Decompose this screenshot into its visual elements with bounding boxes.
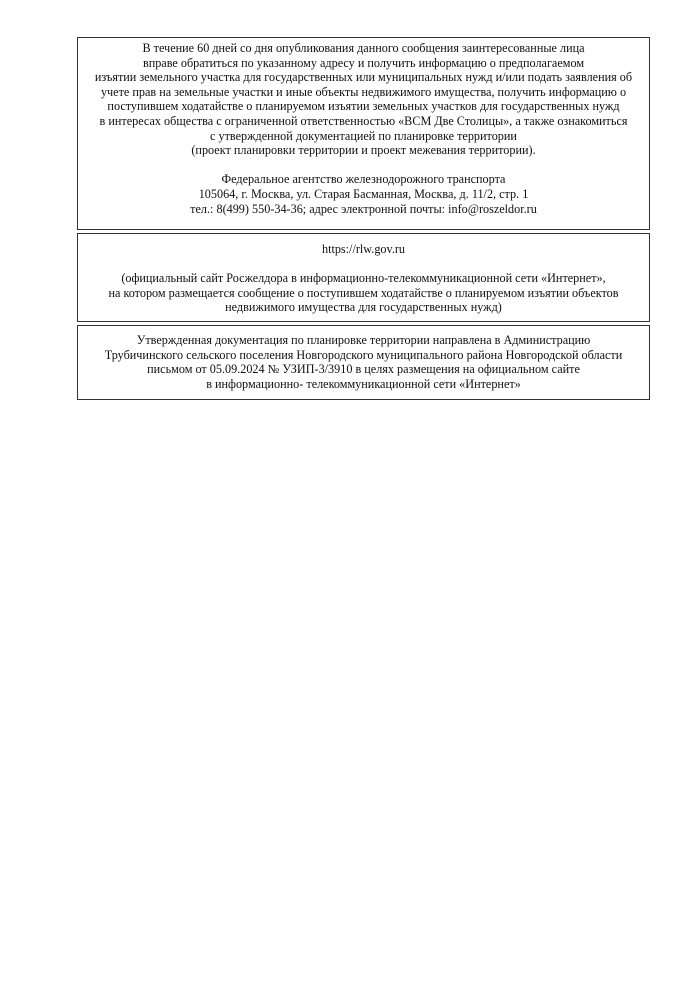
spacer (78, 257, 649, 272)
notice-line: учете прав на земельные участки и иные объекты недвижимого имущества, получить информацию о (100, 84, 627, 99)
documentation-line: Трубичинского сельского поселения Новгородского муниципального района Новгородской области (104, 347, 623, 362)
website-link[interactable]: https://rlw.gov.ru (321, 242, 406, 256)
notice-line: изъятии земельного участка для государственных или муниципальных нужд и/или подать заявления об (94, 70, 633, 85)
notice-line: с утвержденной документацией по планировке территории (210, 128, 517, 143)
agency-name: Федеральное агентство железнодорожного транспорта (221, 172, 506, 187)
notice-line: (проект планировки территории и проект межевания территории). (191, 143, 536, 158)
notice-box (77, 37, 650, 230)
documentation-line: письмом от 05.09.2024 № УЗИП-3/3910 в целях размещения на официальном сайте (147, 362, 580, 377)
website-box (77, 233, 650, 322)
website-description-line: недвижимого имущества для государственных нужд) (225, 300, 502, 315)
website-description-line: (официальный сайт Росжелдора в информационно-телекоммуникационной сети «Интернет», (121, 271, 606, 286)
notice-line: В течение 60 дней со дня опубликования данного сообщения заинтересованные лица (142, 41, 585, 55)
website-description-line: на котором размещается сообщение о поступившем ходатайстве о планируемом изъятии объектов (108, 285, 619, 300)
notice-line: в интересах общества с ограниченной ответственностью «ВСМ Две Столицы», а также ознакомиться (99, 113, 628, 128)
notice-line: поступившем ходатайстве о планируемом изъятии земельных участков для государственных нужд (107, 99, 620, 114)
documentation-line: в информационно- телекоммуникационной сети «Интернет» (206, 376, 521, 391)
documentation-box (77, 325, 650, 400)
notice-line: вправе обратиться по указанному адресу и получить информацию о предполагаемом (142, 55, 585, 70)
documentation-line: Утвержденная документация по планировке территории направлена в Администрацию (136, 333, 591, 347)
agency-address: 105064, г. Москва, ул. Старая Басманная, Москва, д. 11/2, стр. 1 (198, 186, 529, 201)
agency-contacts: тел.: 8(499) 550-34-36; адрес электронной почты: info@roszeldor.ru (190, 201, 537, 216)
spacer (78, 158, 649, 173)
